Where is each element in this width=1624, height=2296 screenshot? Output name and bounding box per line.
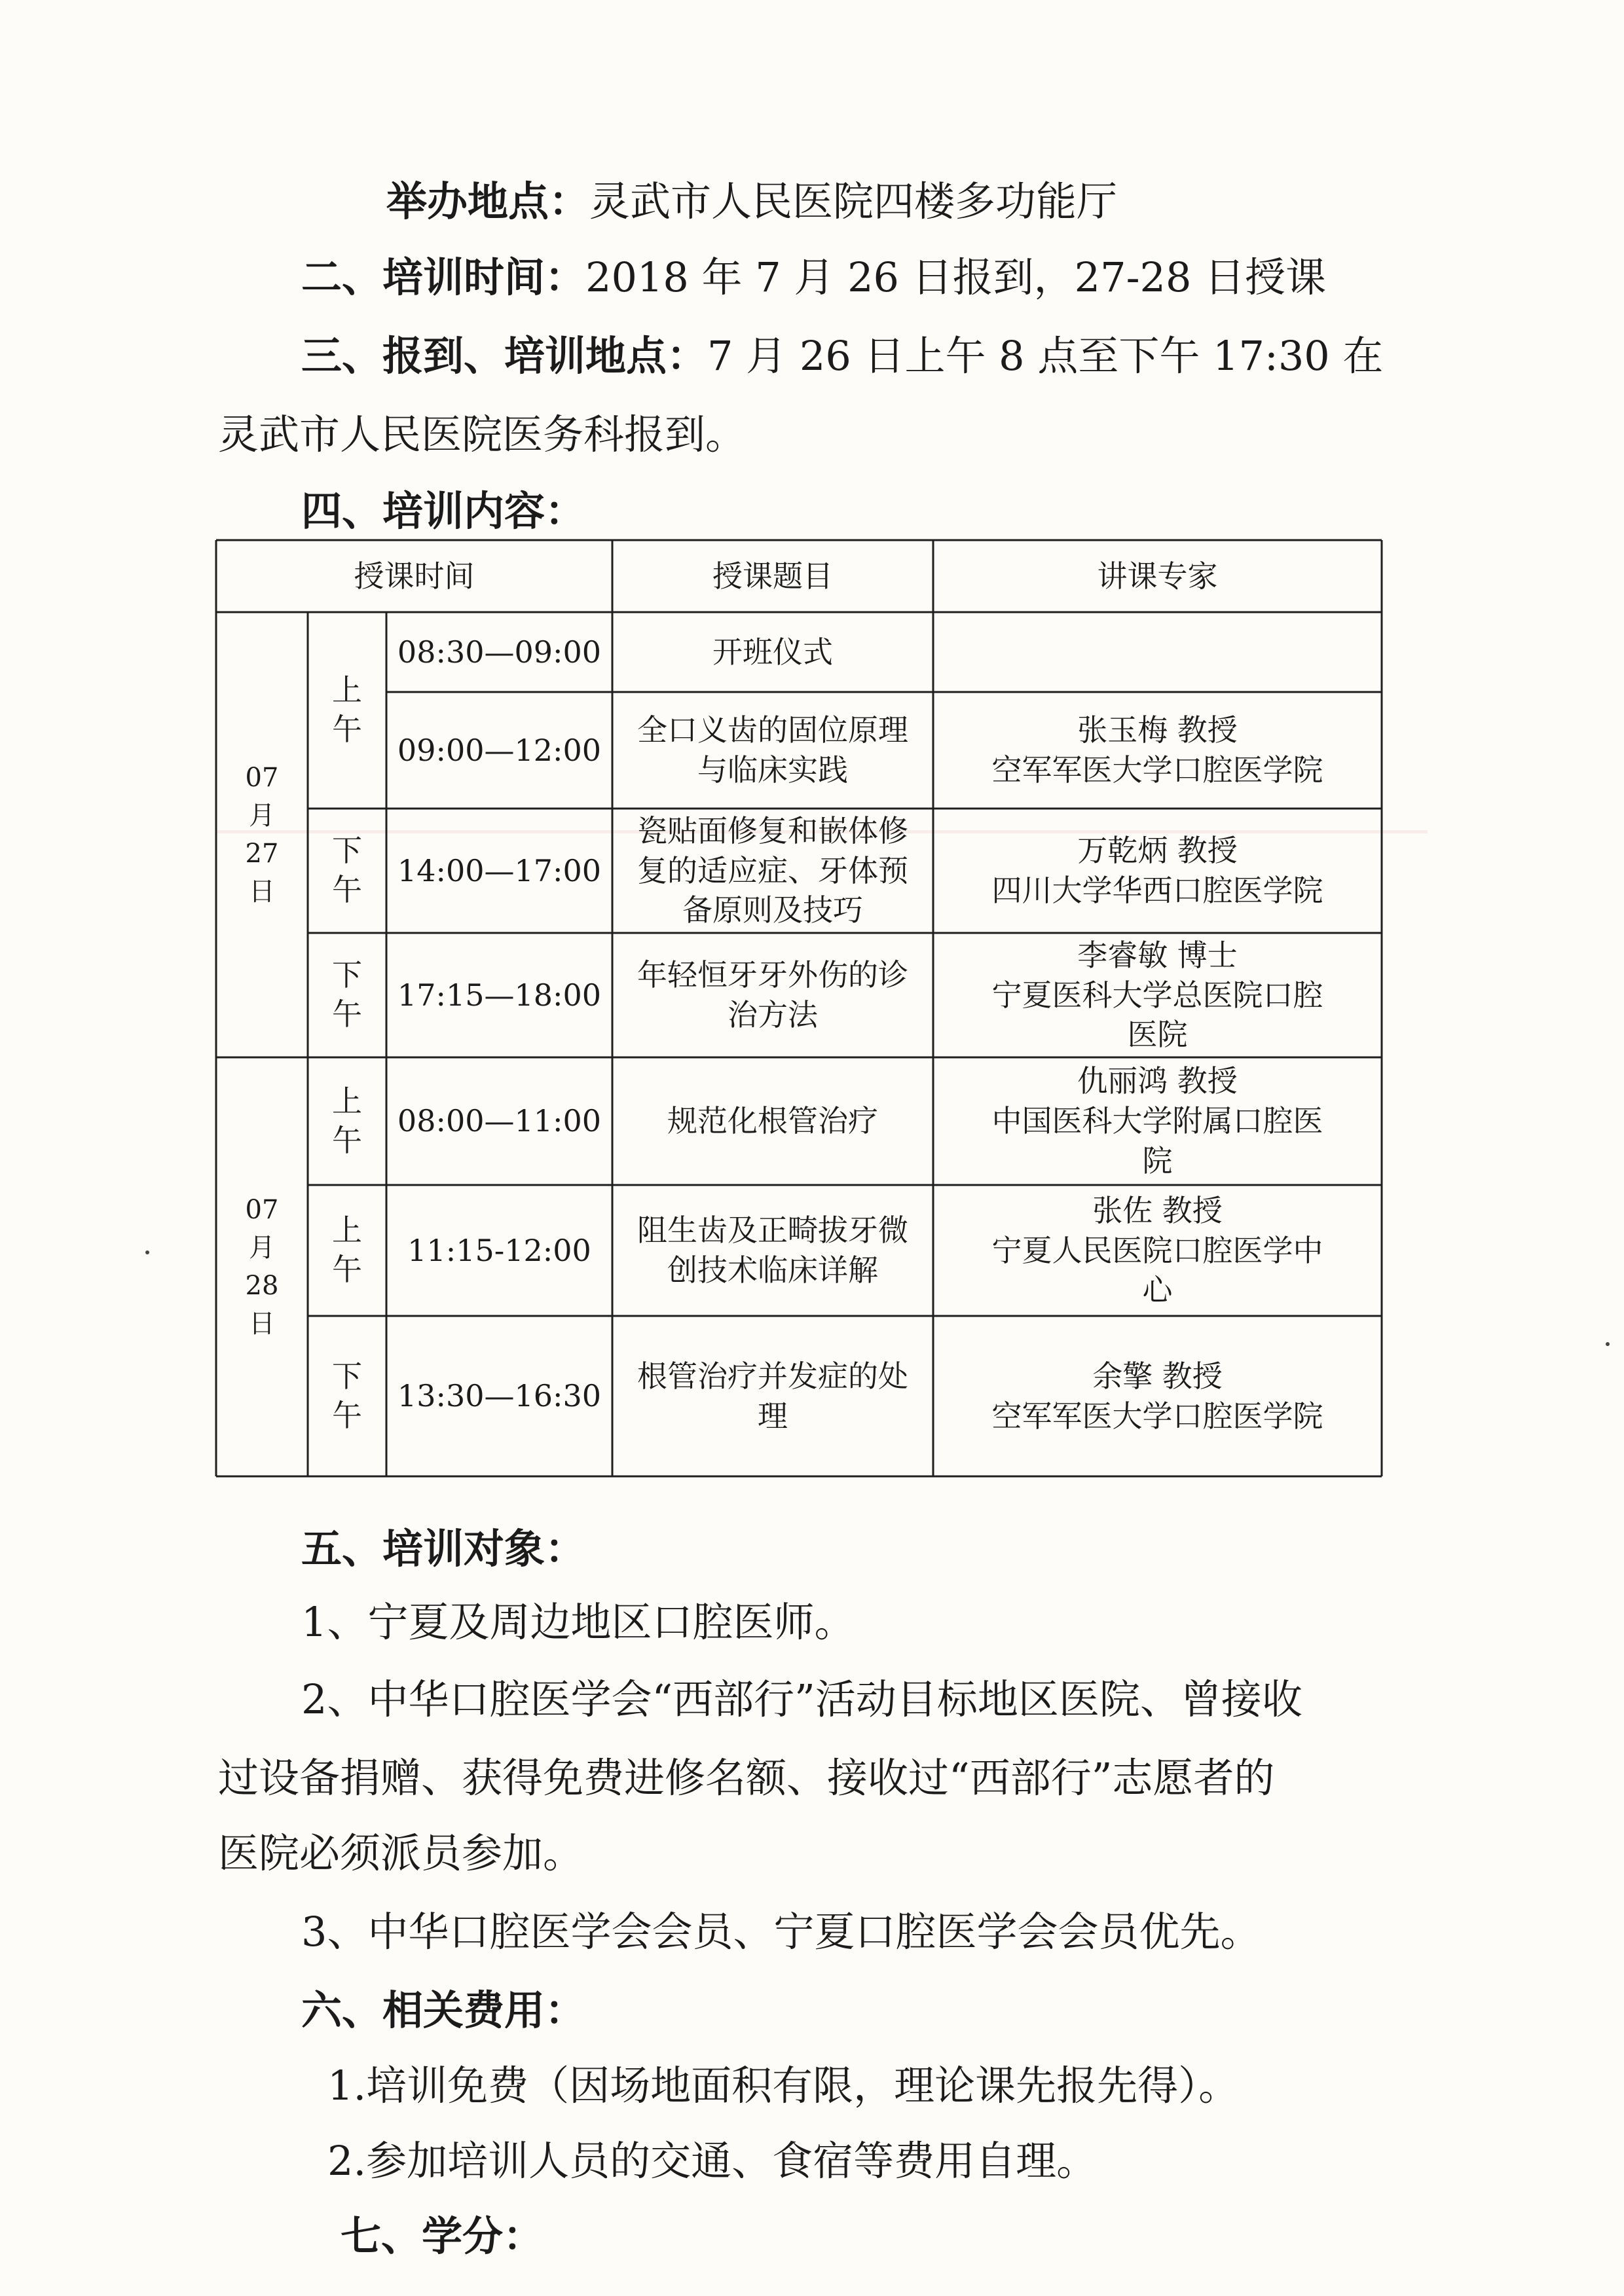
expert-affiliation: 中国医科大学附属口腔医 [991,1103,1323,1139]
expert-affiliation-cont: 心 [1142,1272,1173,1308]
expert-cell [933,1057,1382,1185]
header-expert: 讲课专家 [1097,558,1218,594]
expert-name: 仇丽鸿 教授 [1077,1063,1238,1099]
expert-affiliation: 宁夏人民医院口腔医学中 [991,1232,1323,1268]
period-cell [308,1057,386,1185]
topic-line: 与临床实践 [697,752,848,788]
date-0728-day-num: 28 [245,1271,279,1301]
expert-name: 万乾炳 教授 [1077,833,1238,869]
expert-affiliation-cont: 医院 [1127,1017,1188,1053]
period-cell [308,809,386,933]
expert-cell [933,1316,1382,1476]
period-cell [308,1316,386,1476]
time-cell: 09:00—12:00 [397,732,602,768]
expert-affiliation: 四川大学华西口腔医学院 [991,873,1323,908]
time-cell: 08:00—11:00 [397,1103,602,1139]
period-cell [308,612,386,809]
section-2-label: 二、培训时间： [301,253,586,301]
expert-affiliation: 空军军医大学口腔医学院 [991,752,1323,788]
topic-line: 阻生齿及正畸拔牙微 [637,1212,908,1248]
topic-line: 开班仪式 [712,634,833,670]
period-label: 上午 [332,1083,362,1158]
topic-line: 瓷贴面修复和嵌体修 [637,812,908,848]
time-cell: 13:30—16:30 [397,1378,602,1414]
topic-cell [612,1316,933,1476]
section-7-title: 七、学分： [341,2212,544,2260]
topic-cell [612,1057,933,1185]
expert-name: 张佐 教授 [1092,1192,1223,1228]
venue-text: 灵武市人民医院四楼多功能厅 [589,177,1118,225]
section-6-item-2: 2.参加培训人员的交通、食宿等费用自理。 [327,2137,1098,2185]
period-label: 上午 [332,1212,362,1287]
section-2-text: 2018 年 7 月 26 日报到，27-28 日授课 [585,253,1327,301]
period-label: 下午 [332,833,362,907]
expert-cell [933,809,1382,933]
scan-speck [145,1250,149,1254]
header-topic: 授课题目 [712,558,833,594]
expert-affiliation: 宁夏医科大学总医院口腔 [991,977,1323,1013]
venue-line [386,178,1117,225]
period-label: 上午 [332,672,362,747]
section-6-item-1: 1.培训免费（因场地面积有限，理论课先报先得）。 [327,2062,1240,2109]
expert-name: 余擎 教授 [1092,1358,1223,1394]
expert-name: 李睿敏 博士 [1077,937,1238,973]
section-5-item-2-cont: 医院必须派员参加。 [218,1829,584,1877]
section-5-title: 五、培训对象： [301,1525,586,1573]
section-6-title: 六、相关费用： [301,1986,586,2034]
topic-line: 备原则及技巧 [682,892,863,928]
date-0727-month-char: 月 [249,801,275,831]
topic-line: 根管治疗并发症的处 [637,1358,908,1394]
topic-cell [612,692,933,809]
period-cell [308,933,386,1057]
topic-cell [612,933,933,1057]
header-time: 授课时间 [354,558,475,594]
expert-affiliation: 空军军医大学口腔医学院 [991,1398,1323,1434]
section-5-item-1: 1、宁夏及周边地区口腔医师。 [301,1598,855,1646]
date-0728-month-char: 月 [249,1233,275,1263]
period-label: 下午 [332,957,362,1032]
date-0727 [216,612,308,1057]
topic-line: 理 [758,1398,788,1434]
date-0727-day-num: 27 [245,839,279,869]
schedule-table [216,540,1382,1476]
expert-cell [933,933,1382,1057]
topic-line: 创技术临床详解 [667,1252,878,1288]
date-0727-day-char: 日 [249,877,275,907]
section-3-line [301,333,1383,379]
topic-cell [612,809,933,933]
topic-line: 复的适应症、牙体预 [637,852,908,888]
topic-cell [612,1185,933,1316]
topic-line: 年轻恒牙牙外伤的诊 [637,957,908,993]
section-2-line [301,254,1326,301]
topic-line: 规范化根管治疗 [667,1103,878,1139]
time-cell: 11:15-12:00 [407,1232,591,1268]
time-cell: 08:30—09:00 [397,634,602,670]
topic-line: 全口义齿的固位原理 [637,712,908,748]
topic-line: 治方法 [728,997,818,1032]
section-4-title: 四、培训内容： [301,487,586,535]
section-3-continuation: 灵武市人民医院医务科报到。 [218,410,747,458]
period-cell [308,1185,386,1316]
scan-speck [1606,1342,1610,1346]
expert-affiliation-cont: 院 [1142,1142,1173,1178]
period-label: 下午 [332,1358,362,1433]
date-0728-month-num: 07 [245,1195,279,1225]
section-3-text: 7 月 26 日上午 8 点至下午 17:30 在 [707,332,1384,380]
topic-cell [612,612,933,692]
date-0727-month-num: 07 [245,763,279,793]
section-5-item-2: 2、中华口腔医学会“西部行”活动目标地区医院、曾接收 [301,1675,1302,1723]
section-3-label: 三、报到、培训地点： [301,332,708,380]
venue-label: 举办地点： [386,177,590,225]
expert-name: 张玉梅 教授 [1077,712,1238,748]
expert-cell [933,1185,1382,1316]
date-0728 [216,1057,308,1476]
section-5-item-3: 3、中华口腔医学会会员、宁夏口腔医学会会员优先。 [301,1908,1261,1956]
time-cell: 17:15—18:00 [397,977,602,1013]
time-cell: 14:00—17:00 [397,852,602,888]
expert-cell [933,692,1382,809]
section-5-item-2-cont: 过设备捐赠、获得免费进修名额、接收过“西部行”志愿者的 [218,1754,1275,1802]
date-0728-day-char: 日 [249,1309,275,1339]
expert-cell-empty [933,612,1382,692]
